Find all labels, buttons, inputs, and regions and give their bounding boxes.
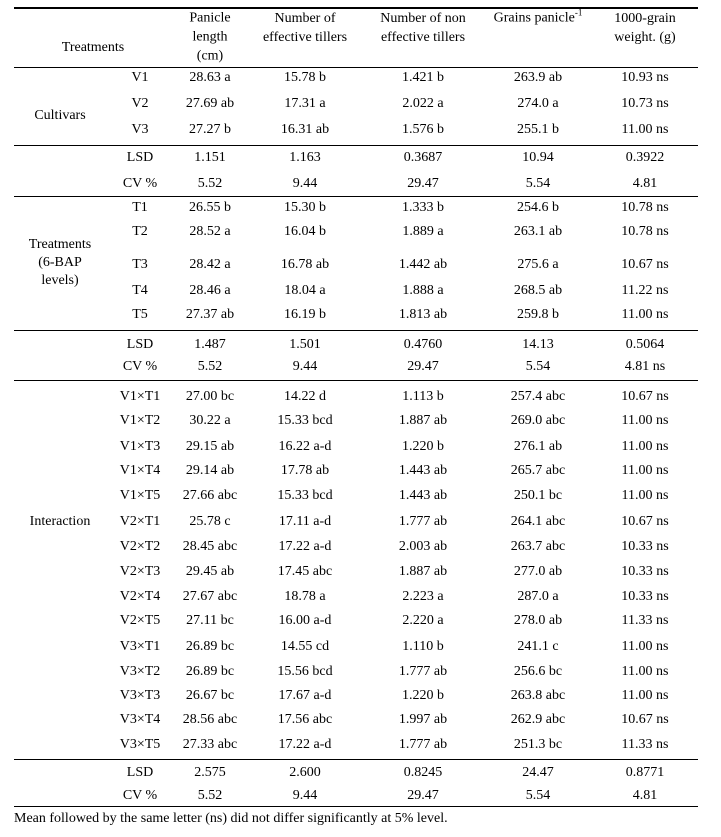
table-cell: 14.22 d	[284, 389, 326, 404]
table-cell: 17.45 abc	[277, 564, 333, 579]
table-cell: 278.0 ab	[513, 613, 563, 628]
table-cell: 16.78 ab	[280, 257, 330, 272]
table-cell: 27.66 abc	[182, 488, 238, 503]
table-cell: 11.00 ns	[621, 122, 669, 137]
table-cell: 1.113 b	[402, 389, 444, 404]
table-cell: 16.31 ab	[280, 122, 330, 137]
table-cell: 0.8245	[403, 765, 443, 780]
table-cell: 10.33 ns	[621, 564, 669, 579]
row-label: V1×T5	[119, 488, 161, 503]
table-cell: 4.81 ns	[624, 359, 666, 374]
section-label: Treatments	[28, 237, 92, 252]
row-label: V3×T3	[119, 688, 161, 703]
table-rule	[14, 67, 698, 68]
table-cell: 28.63 a	[189, 70, 231, 85]
table-cell: 11.00 ns	[621, 688, 669, 703]
table-rule	[14, 806, 698, 807]
table-cell: 9.44	[292, 788, 318, 803]
table-rule	[14, 759, 698, 760]
table-cell: 26.67 bc	[185, 688, 235, 703]
table-cell: 15.33 bcd	[277, 488, 333, 503]
table-cell: 9.44	[292, 176, 318, 191]
table-cell: 241.1 c	[517, 639, 559, 654]
table-cell: 1.151	[194, 150, 226, 165]
table-cell: 27.69 ab	[185, 96, 235, 111]
table-cell: 2.022 a	[402, 96, 444, 111]
table-cell: 254.6 b	[517, 200, 559, 215]
table-cell: 265.7 abc	[510, 463, 566, 478]
table-cell: 11.22 ns	[621, 283, 669, 298]
table-cell: 29.47	[407, 359, 439, 374]
table-cell: 1.501	[289, 337, 321, 352]
table-cell: 17.67 a-d	[278, 688, 332, 703]
table-cell: 28.46 a	[189, 283, 231, 298]
table-cell: 0.3687	[403, 150, 443, 165]
table-cell: 15.56 bcd	[277, 664, 333, 679]
row-label: V3×T4	[119, 712, 161, 727]
table-cell: 18.04 a	[284, 283, 326, 298]
table-cell: 5.54	[525, 176, 551, 191]
table-rule	[14, 330, 698, 331]
table-cell: 24.47	[522, 765, 554, 780]
table-cell: 257.4 abc	[510, 389, 566, 404]
table-cell: 256.6 bc	[513, 664, 563, 679]
table-rule	[14, 380, 698, 381]
column-header-line: Panicle	[189, 10, 231, 26]
table-cell: 15.78 b	[284, 70, 326, 85]
table-cell: 28.45 abc	[182, 539, 238, 554]
table-cell: 10.78 ns	[621, 200, 669, 215]
row-label: T1	[132, 200, 148, 215]
table-rule	[14, 196, 698, 197]
table-cell: 259.8 b	[517, 307, 559, 322]
table-rule	[14, 7, 698, 9]
table-cell: 2.220 a	[402, 613, 444, 628]
table-cell: 4.81	[632, 788, 658, 803]
table-cell: 26.89 bc	[185, 664, 235, 679]
table-cell: 250.1 bc	[513, 488, 563, 503]
table-cell: 18.78 a	[284, 589, 326, 604]
table-cell: 263.7 abc	[510, 539, 566, 554]
table-cell: 0.3922	[625, 150, 665, 165]
table-cell: 1.777 ab	[398, 737, 448, 752]
row-label: T3	[132, 257, 148, 272]
table-cell: 1.333 b	[402, 200, 444, 215]
table-cell: 275.6 a	[517, 257, 559, 272]
row-label: V1	[131, 70, 149, 85]
table-cell: 1.813 ab	[398, 307, 448, 322]
row-label: T2	[132, 224, 148, 239]
column-header-line: weight. (g)	[614, 30, 676, 45]
table-cell: 1.889 a	[402, 224, 444, 239]
table-cell: 17.22 a-d	[278, 737, 332, 752]
table-cell: 5.52	[197, 176, 223, 191]
table-cell: 1.442 ab	[398, 257, 448, 272]
table-cell: 28.42 a	[189, 257, 231, 272]
table-cell: 10.67 ns	[621, 389, 669, 404]
table-cell: 11.00 ns	[621, 664, 669, 679]
table-cell: 28.56 abc	[182, 712, 238, 727]
table-cell: 27.00 bc	[185, 389, 235, 404]
row-label: V1×T2	[119, 413, 161, 428]
table-cell: 269.0 abc	[510, 413, 566, 428]
row-label: V1×T1	[119, 389, 161, 404]
table-cell: 268.5 ab	[513, 283, 563, 298]
table-cell: 30.22 a	[189, 413, 231, 428]
table-cell: 16.22 a-d	[278, 439, 332, 454]
table-cell: 2.600	[289, 765, 321, 780]
table-cell: 17.11 a-d	[278, 514, 332, 529]
table-cell: 1.220 b	[402, 439, 444, 454]
column-header-line: (cm)	[196, 48, 224, 64]
table-cell: 255.1 b	[517, 122, 559, 137]
table-cell: 27.11 bc	[186, 613, 234, 628]
table-cell: 16.04 b	[284, 224, 326, 239]
table-cell: 1.443 ab	[398, 463, 448, 478]
row-label: V2×T2	[119, 539, 161, 554]
table-cell: 11.00 ns	[621, 463, 669, 478]
table-cell: 10.93 ns	[621, 70, 669, 85]
table-cell: 1.110 b	[402, 639, 444, 654]
table-cell: 28.52 a	[189, 224, 231, 239]
section-label: Cultivars	[34, 108, 86, 123]
table-cell: 262.9 abc	[510, 712, 566, 727]
table-cell: 1.421 b	[402, 70, 444, 85]
table-cell: 263.8 abc	[510, 688, 566, 703]
table-cell: 17.31 a	[284, 96, 326, 111]
column-header-line: effective tillers	[380, 30, 466, 45]
table-cell: 264.1 abc	[510, 514, 566, 529]
column-header-line: length	[192, 29, 228, 45]
table-cell: 11.00 ns	[621, 413, 669, 428]
table-cell: 11.00 ns	[621, 639, 669, 654]
table-cell: 27.33 abc	[182, 737, 238, 752]
table-cell: 263.9 ab	[513, 70, 563, 85]
table-cell: 2.575	[194, 765, 226, 780]
table-cell: 1.777 ab	[398, 664, 448, 679]
section-label: (6-BAP	[38, 255, 82, 270]
table-cell: 27.27 b	[189, 122, 231, 137]
row-label: T5	[132, 307, 148, 322]
table-cell: 25.78 c	[189, 514, 231, 529]
table-cell: 26.89 bc	[185, 639, 235, 654]
table-cell: 14.55 cd	[280, 639, 330, 654]
row-label: V2×T5	[119, 613, 161, 628]
section-label: Interaction	[29, 514, 91, 529]
table-cell: 276.1 ab	[513, 439, 563, 454]
row-label: V3	[131, 122, 149, 137]
column-header-line: effective tillers	[262, 30, 348, 45]
table-cell: 10.67 ns	[621, 712, 669, 727]
table-cell: 0.8771	[625, 765, 665, 780]
table-cell: 4.81	[632, 176, 658, 191]
footnote: Mean followed by the same letter (ns) did not differ significantly at 5% level.	[14, 811, 448, 826]
table-cell: 277.0 ab	[513, 564, 563, 579]
table-cell: 1.888 a	[402, 283, 444, 298]
table-cell: 10.67 ns	[621, 514, 669, 529]
row-label: V3×T2	[119, 664, 161, 679]
table-cell: 9.44	[292, 359, 318, 374]
table-cell: 14.13	[522, 337, 554, 352]
table-cell: 274.0 a	[517, 96, 559, 111]
stat-row-label: CV %	[122, 788, 158, 803]
section-label: levels)	[41, 273, 79, 288]
column-header-text: Grains panicle	[493, 10, 575, 26]
row-label: V1×T4	[119, 463, 161, 478]
stat-row-label: LSD	[126, 150, 154, 165]
table-cell: 5.52	[197, 359, 223, 374]
table-cell: 5.54	[525, 359, 551, 374]
table-cell: 1.887 ab	[398, 564, 448, 579]
table-cell: 1.487	[194, 337, 226, 352]
table-cell: 287.0 a	[517, 589, 559, 604]
table-cell: 1.777 ab	[398, 514, 448, 529]
table-cell: 29.47	[407, 788, 439, 803]
table-cell: 16.00 a-d	[278, 613, 332, 628]
stat-row-label: CV %	[122, 176, 158, 191]
table-cell: 26.55 b	[189, 200, 231, 215]
row-label: V2	[131, 96, 149, 111]
table-cell: 1.443 ab	[398, 488, 448, 503]
table-cell: 15.33 bcd	[277, 413, 333, 428]
column-header	[494, 9, 583, 28]
table-cell: 11.00 ns	[621, 439, 669, 454]
row-label: V1×T3	[119, 439, 161, 454]
table-cell: 11.00 ns	[621, 488, 669, 503]
column-header	[189, 9, 230, 66]
table-cell: 10.33 ns	[621, 589, 669, 604]
row-label: V3×T1	[119, 639, 161, 654]
column-header	[614, 9, 675, 47]
column-header	[380, 9, 466, 47]
table-rule	[14, 145, 698, 146]
table-cell: 1.887 ab	[398, 413, 448, 428]
table-cell: 29.15 ab	[185, 439, 235, 454]
table-cell: 29.45 ab	[185, 564, 235, 579]
stat-row-label: CV %	[122, 359, 158, 374]
table-cell: 11.00 ns	[621, 307, 669, 322]
table-cell: 0.5064	[625, 337, 665, 352]
stat-row-label: LSD	[126, 765, 154, 780]
row-label: T4	[132, 283, 148, 298]
row-label: V2×T1	[119, 514, 161, 529]
column-header-superscript: -1	[574, 7, 583, 18]
column-header-line: Number of	[274, 11, 336, 26]
table-cell: 5.54	[525, 788, 551, 803]
table-cell: 10.94	[522, 150, 554, 165]
column-header	[263, 9, 347, 47]
table-cell: 16.19 b	[284, 307, 326, 322]
stat-row-label: LSD	[126, 337, 154, 352]
table-cell: 10.78 ns	[621, 224, 669, 239]
table-cell: 17.22 a-d	[278, 539, 332, 554]
row-label: V2×T3	[119, 564, 161, 579]
table-cell: 10.67 ns	[621, 257, 669, 272]
table-cell: 27.37 ab	[185, 307, 235, 322]
table-cell: 251.3 bc	[513, 737, 563, 752]
table-cell: 1.997 ab	[398, 712, 448, 727]
row-label: V3×T5	[119, 737, 161, 752]
table-cell: 2.003 ab	[398, 539, 448, 554]
table-cell: 263.1 ab	[513, 224, 563, 239]
table-cell: 17.56 abc	[277, 712, 333, 727]
table-cell: 1.576 b	[402, 122, 444, 137]
table-cell: 11.33 ns	[621, 613, 669, 628]
table-cell: 0.4760	[403, 337, 443, 352]
table-cell: 15.30 b	[284, 200, 326, 215]
table-cell: 29.14 ab	[185, 463, 235, 478]
table-cell: 11.33 ns	[621, 737, 669, 752]
table-cell: 1.163	[289, 150, 321, 165]
table-cell: 1.220 b	[402, 688, 444, 703]
column-header-line: 1000-grain	[614, 11, 676, 26]
table-cell: 10.33 ns	[621, 539, 669, 554]
table-cell: 29.47	[407, 176, 439, 191]
table-cell: 17.78 ab	[280, 463, 330, 478]
table-cell: 5.52	[197, 788, 223, 803]
table-cell: 10.73 ns	[621, 96, 669, 111]
row-label: V2×T4	[119, 589, 161, 604]
table-cell: 2.223 a	[402, 589, 444, 604]
column-header-line: Number of non	[380, 11, 466, 26]
header-treatments-label: Treatments	[61, 40, 125, 55]
table-cell: 27.67 abc	[182, 589, 238, 604]
